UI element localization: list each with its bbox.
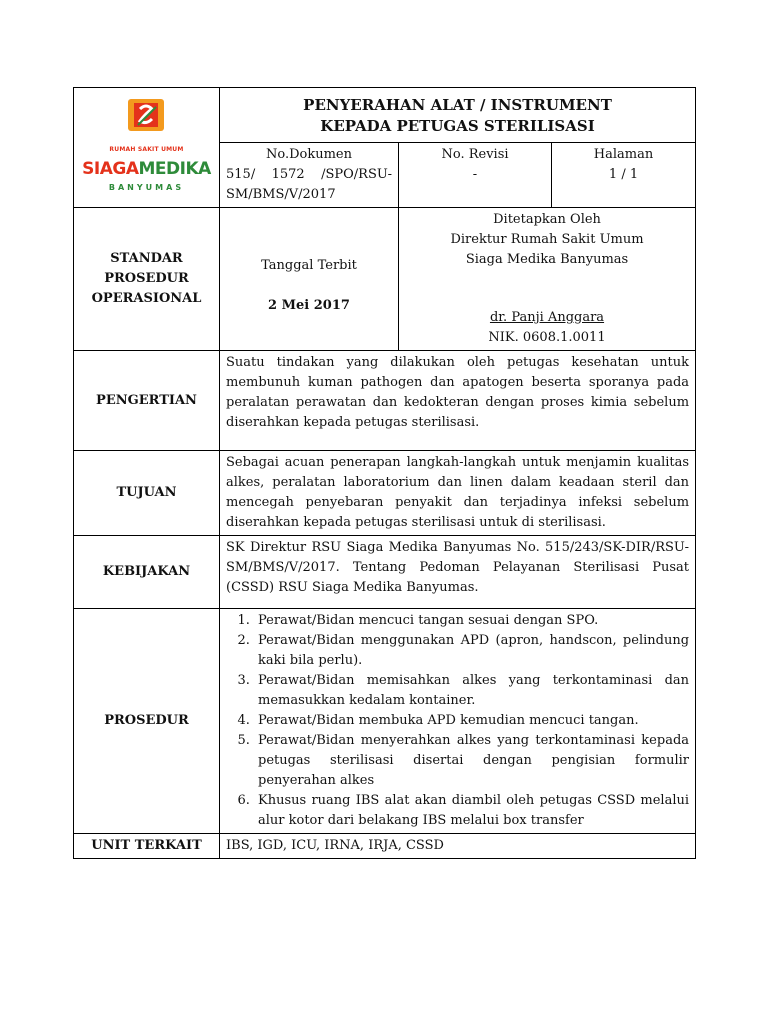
logo-emblem-icon (126, 97, 166, 133)
issue-date-cell (220, 208, 399, 351)
title-line-2: KEPADA PETUGAS STERILISASI (320, 117, 595, 135)
tujuan-text: Sebagai acuan penerapan langkah-langkah untuk menjamin kualitas alkes, peralatan laboratorium dan linen dalam keadaan steril dan mencegah penyebaran penyakit dan terjadinya infeksi sebelum diserahkan kepada petugas sterilisasi untuk di sterilisasi. (220, 451, 696, 536)
prosedur-step: 1. Perawat/Bidan mencuci tangan sesuai dengan SPO. (254, 611, 689, 631)
kebijakan-text: SK Direktur RSU Siaga Medika Banyumas No. 515/243/SK-DIR/RSU-SM/BMS/V/2017. Tentang Pedoman Pelayanan Sterilisasi Pusat (CSSD) RSU Siaga Medika Banyumas. (220, 536, 696, 609)
revision-value: - (472, 167, 478, 182)
approved-by-title: Direktur Rumah Sakit Umum (450, 232, 644, 247)
signer-nik: NIK. 0608.1.0011 (488, 330, 606, 345)
page-label: Halaman (593, 147, 654, 162)
issue-date-label: Tanggal Terbit (261, 258, 357, 273)
doc-number-label: No.Dokumen (266, 147, 352, 162)
logo-cell (74, 88, 220, 208)
tujuan-label: TUJUAN (74, 451, 220, 536)
page-cell (552, 143, 696, 208)
prosedur-step: 4. Perawat/Bidan membuka APD kemudian mencuci tangan. (254, 711, 689, 731)
prosedur-step: 5. Perawat/Bidan menyerahkan alkes yang terkontaminasi kepada petugas sterilisasi disertai dengan pengisian formulir penyerahan alkes (254, 731, 689, 791)
issue-date-value: 2 Mei 2017 (268, 298, 350, 313)
unit-label: UNIT TERKAIT (74, 834, 220, 859)
prosedur-label: PROSEDUR (74, 609, 220, 834)
prosedur-step: 2. Perawat/Bidan menggunakan APD (apron, handscon, pelindung kaki bila perlu). (254, 631, 689, 671)
signer-name: dr. Panji Anggara (489, 310, 605, 325)
sop-label-line-3: OPERASIONAL (91, 291, 202, 306)
pengertian-text: Suatu tindakan yang dilakukan oleh petugas kesehatan untuk membunuh kuman pathogen dan apatogen beserta sporanya pada peralatan perawatan dan kedokteran dengan proses kimia sebelum diserahkan kepada petugas sterilisasi. (220, 351, 696, 451)
unit-text: IBS, IGD, ICU, IRNA, IRJA, CSSD (220, 834, 696, 859)
prosedur-step: 3. Perawat/Bidan memisahkan alkes yang terkontaminasi dan memasukkan kedalam kontainer. (254, 671, 689, 711)
sop-document (73, 87, 695, 859)
doc-number-cell (220, 143, 399, 208)
approved-by-label: Ditetapkan Oleh (493, 212, 601, 227)
logo-name-part2: MEDIKA (138, 159, 211, 179)
sop-table (73, 87, 696, 859)
prosedur-list (226, 611, 689, 831)
prosedur-step: 6. Khusus ruang IBS alat akan diambil oleh petugas CSSD melalui alur kotor dari belakang IBS melalui box transfer (254, 791, 689, 831)
document-title (220, 88, 696, 143)
sop-label (80, 249, 213, 309)
approval-cell (399, 208, 696, 351)
logo-small-text: RUMAH SAKIT UMUM (109, 146, 184, 153)
logo-name (82, 160, 211, 178)
doc-number-value: 515/ 1572 /SPO/RSU-SM/BMS/V/2017 (226, 167, 392, 202)
page-value: 1 / 1 (608, 167, 639, 182)
prosedur-cell (220, 609, 696, 834)
logo-region: BANYUMAS (108, 183, 185, 192)
revision-label: No. Revisi (441, 147, 509, 162)
sop-label-line-1: STANDAR (110, 251, 183, 266)
revision-cell (399, 143, 552, 208)
approved-by-org: Siaga Medika Banyumas (465, 252, 629, 267)
sop-label-cell (74, 208, 220, 351)
hospital-logo (82, 97, 211, 198)
sop-label-line-2: PROSEDUR (104, 271, 189, 286)
kebijakan-label: KEBIJAKAN (74, 536, 220, 609)
title-line-1: PENYERAHAN ALAT / INSTRUMENT (303, 96, 612, 114)
logo-name-part1: SIAGA (82, 159, 139, 179)
pengertian-label: PENGERTIAN (74, 351, 220, 451)
